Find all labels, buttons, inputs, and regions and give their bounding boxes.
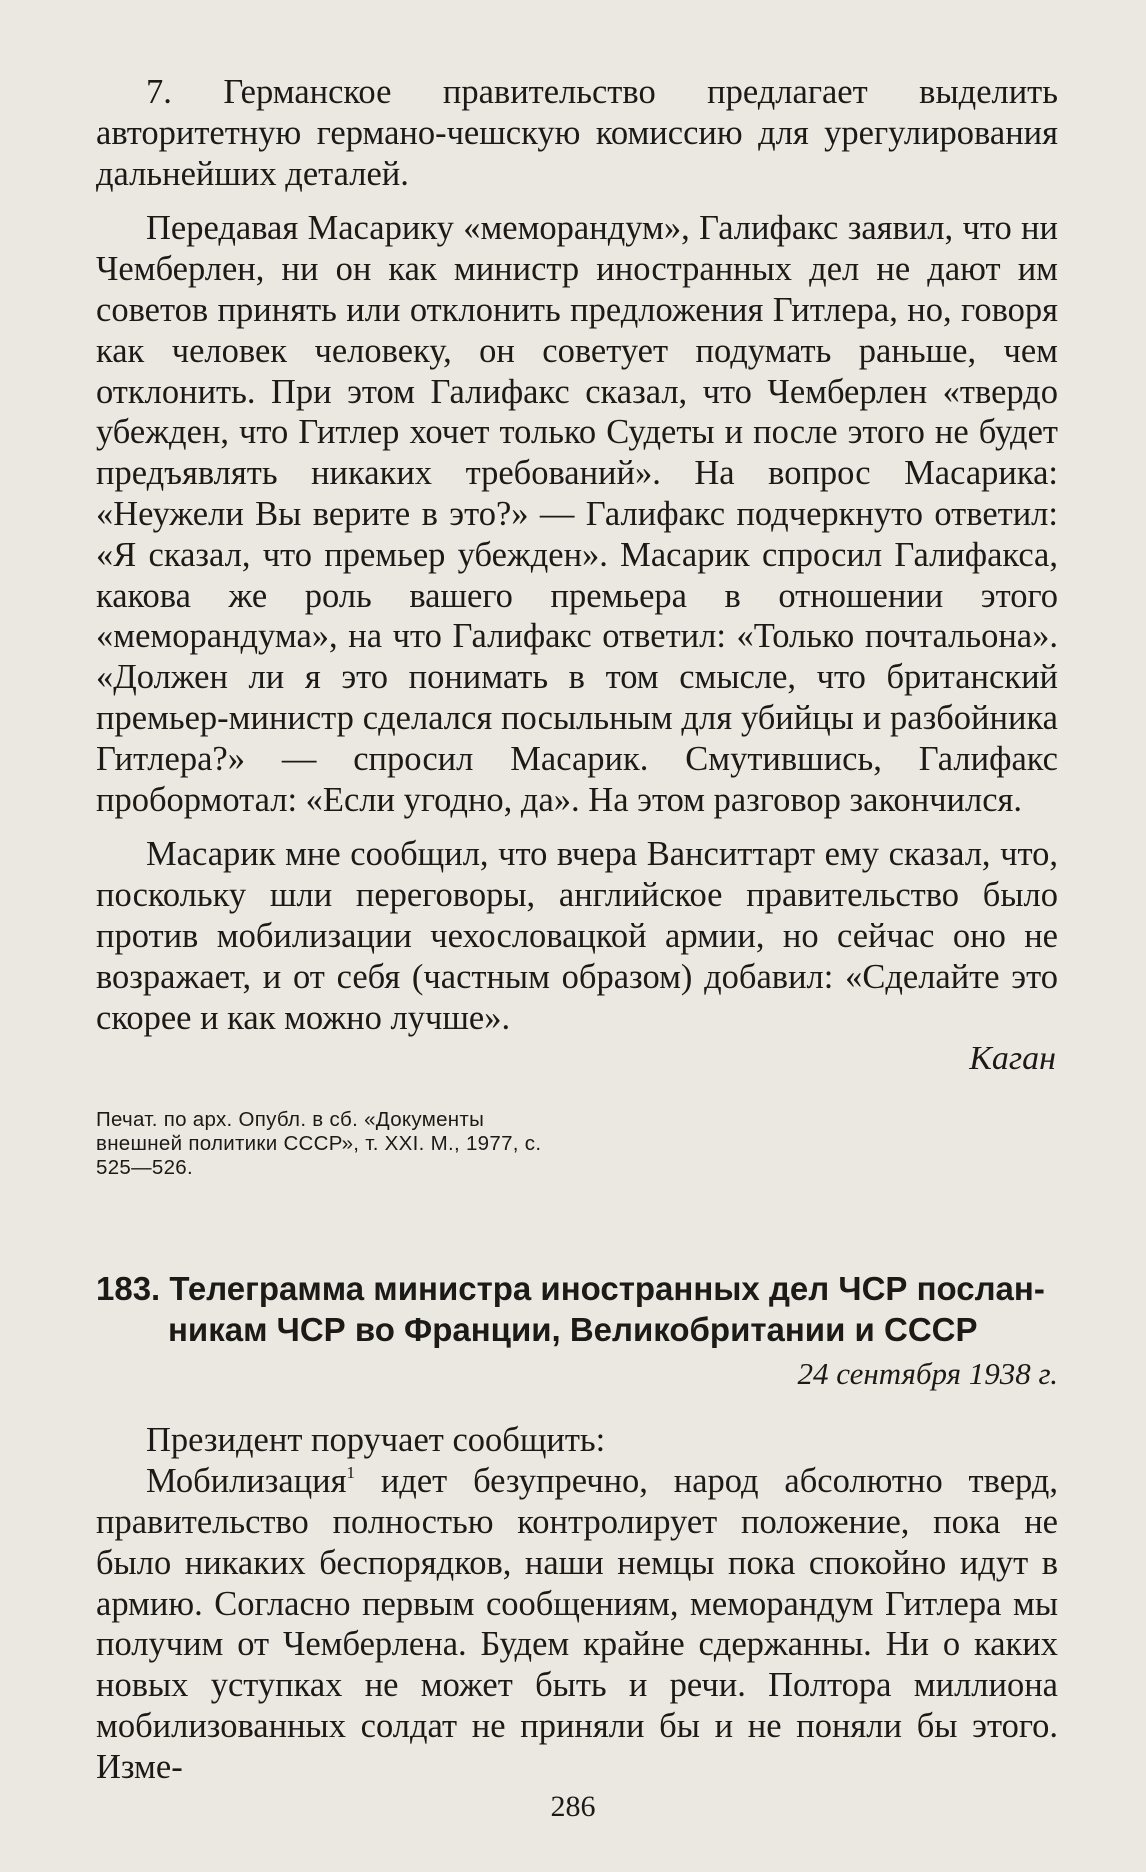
president-paragraph: Президент поручает сообщить: (146, 1421, 606, 1460)
document-heading-line-2: никам ЧСР во Франции, Великобритании и СССР (168, 1311, 978, 1349)
point-7-paragraph: 7. Германское правительство предлагает выделить авторитетную германо-чешскую комиссию для урегулирования дальнейших деталей. (96, 73, 1058, 193)
upper-text-block (96, 72, 1058, 1080)
mobilization-paragraph (96, 1461, 1058, 1787)
document-body (96, 1420, 1058, 1787)
source-note: Печат. по арх. Опубл. в сб. «Документы внешней политики СССР», т. XXI. М., 1977, с. 525—526. (96, 1108, 542, 1180)
page-number: 286 (550, 1790, 596, 1823)
document-heading-line-1: 183. Телеграмма министра иностранных дел ЧСР послан- (96, 1270, 1045, 1308)
footnote-marker: 1 (346, 1463, 355, 1483)
signature: Каган (969, 1040, 1056, 1078)
document-heading (96, 1268, 1058, 1350)
vansittart-paragraph: Масарик мне сообщил, что вчера Ванситтарт ему сказал, что, поскольку шли переговоры, английское правительство было против мобилизации чехословацкой армии, но сейчас оно не возражает, и от себя (частным образом) добавил: «Сделайте это скорее и как можно лучше». (96, 835, 1058, 1037)
mobilization-word: Мобилизация (146, 1462, 347, 1501)
halifax-paragraph: Передавая Масарику «меморандум», Галифакс заявил, что ни Чемберлен, ни он как министр иностранных дел не дают им советов принять или отклонить предложения Гитлера, но, говоря как человек человеку, он советует подумать раньше, чем отклонить. При этом Галифакс сказал, что Чемберлен «твердо убежден, что Гитлер хочет только Судеты и после этого не будет предъявлять никаких требований». На вопрос Масарика: «Неужели Вы верите в это?» — Галифакс подчеркнуто ответил: «Я сказал, что премьер убежден». Масарик спросил Галифакса, какова же роль вашего премьера в отношении этого «меморандума», на что Галифакс ответил: «Только почтальона». «Должен ли я это понимать в том смысле, что британский премьер-министр сделался посыльным для убийцы и разбойника Гитлера?» — спросил Масарик. Смутившись, Галифакс пробормотал: «Если угодно, да». На этом разговор закончился. (96, 209, 1058, 819)
document-date: 24 сентября 1938 г. (797, 1356, 1058, 1392)
mobilization-text: идет безупречно, народ абсолютно тверд, правительство полностью контролирует положение, пока не было никаких беспорядков, наши немцы пока спокойно идут в армию. Согласно первым сообщениям, меморандум Гитлера мы получим от Чемберлена. Будем крайне сдержанны. Ни о каких новых уступках не может быть и речи. Полтора миллиона мобилизованных солдат не приняли бы и не поняли бы этого. Изме- (96, 1462, 1058, 1786)
